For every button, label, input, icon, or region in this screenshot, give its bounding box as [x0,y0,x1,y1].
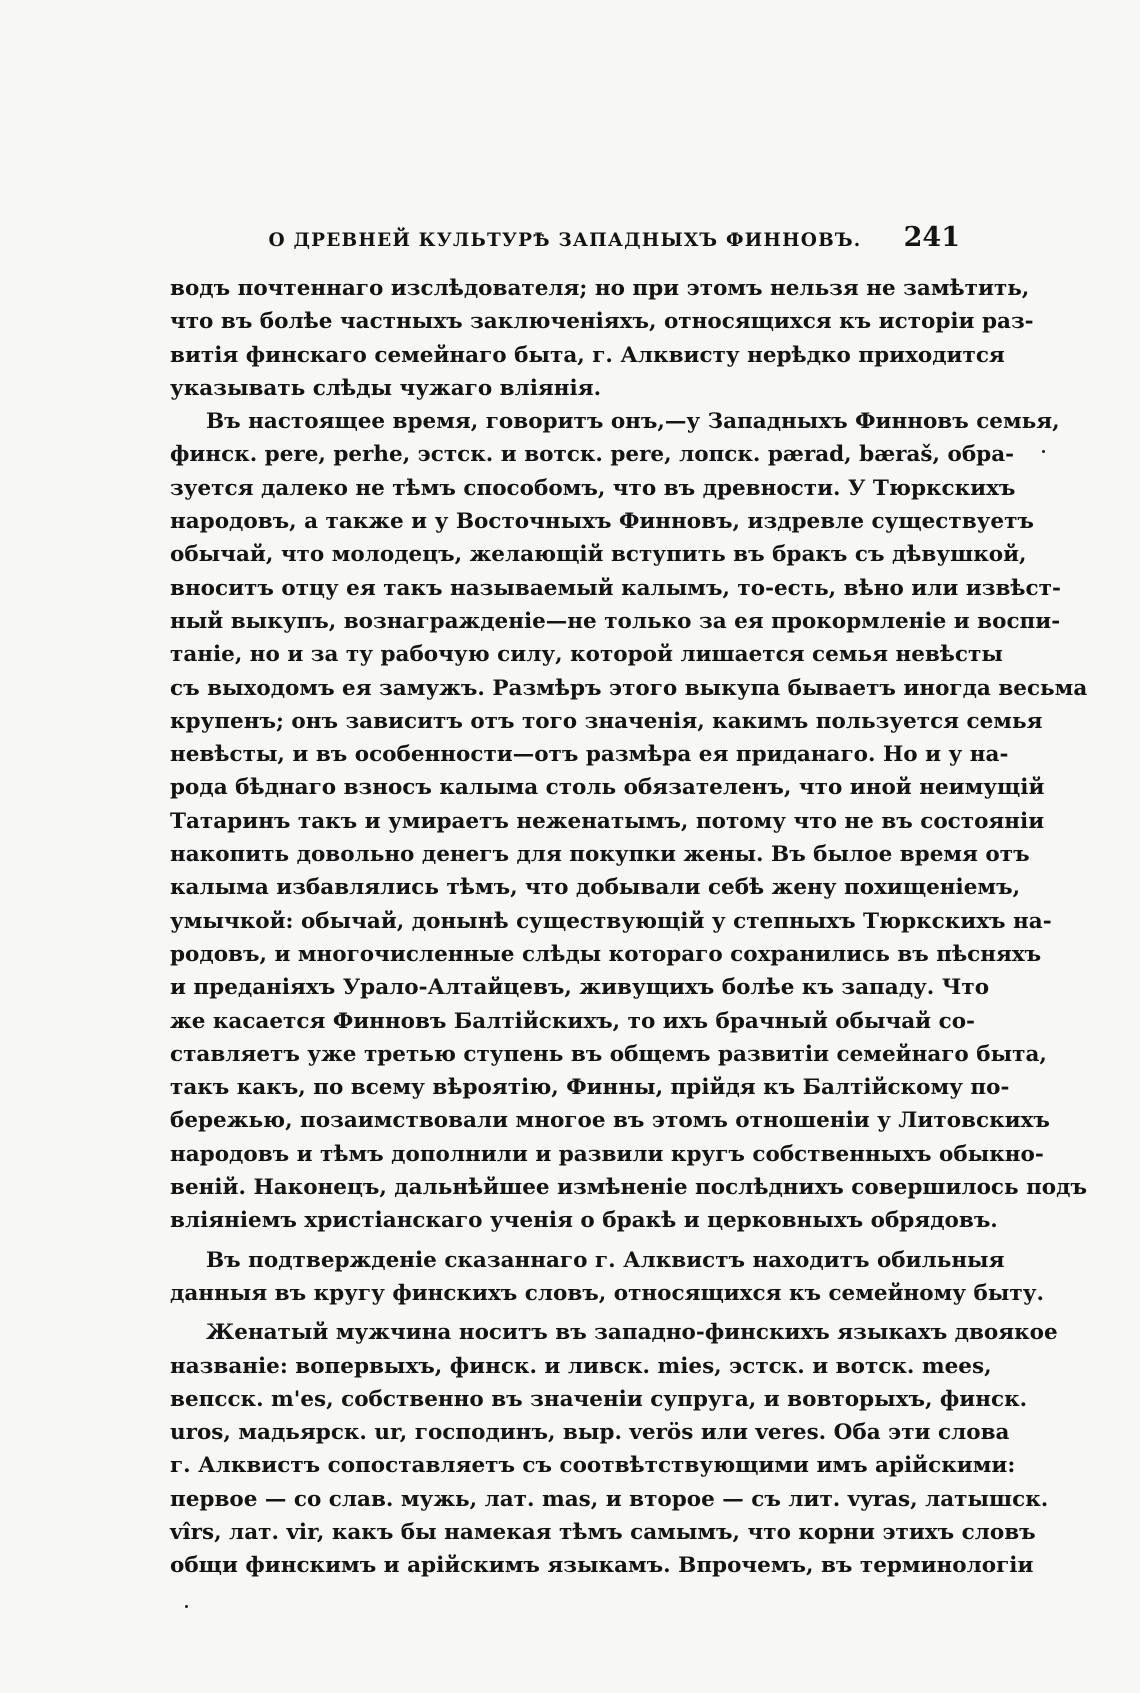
text-line: ный выкупъ, вознагражденіе—не только за ея прокормленіе и воспи- [170,608,1061,634]
text-line: витія финскаго семейнаго быта, г. Алквисту нерѣдко приходится [170,342,1005,368]
paragraph [170,1244,1044,1311]
text-line: данныя въ кругу финскихъ словъ, относящихся къ семейному быту. [170,1280,1044,1306]
text-line: и преданіяхъ Урало-Алтайцевъ, живущихъ болѣе къ западу. Что [170,975,990,1001]
text-line: Женатый мужчина носитъ въ западно-финскихъ языкахъ двоякое [206,1320,1058,1346]
text-line: накопить довольно денегъ для покупки жены. Въ былое время отъ [170,842,1030,868]
text-line: бережью, позаимствовали многое въ этомъ отношеніи у Литовскихъ [170,1108,1050,1134]
scan-speck [185,1605,188,1608]
text-line: родовъ, и многочисленные слѣды котораго сохранились въ пѣсняхъ [170,941,1042,967]
text-line: зуется далеко не тѣмъ способомъ, что въ древности. У Тюркскихъ [170,475,1016,501]
text-line: умычкой: обычай, донынѣ существующій у степныхъ Тюркскихъ на- [170,908,1052,934]
text-line: народовъ, а также и у Восточныхъ Финновъ, издревле существуетъ [170,509,1034,535]
text-line: же касается Финновъ Балтійскихъ, то ихъ брачный обычай со- [170,1008,975,1034]
text-line: общи финскимъ и арійскимъ языкамъ. Впрочемъ, въ терминологіи [170,1553,1034,1579]
text-line: водъ почтеннаго изслѣдователя; но при этомъ нельзя не замѣтить, [170,276,1030,301]
running-head: О ДРЕВНЕЙ КУЛЬТУРѢ ЗАПАДНЫХЪ ФИННОВЪ. [268,230,862,251]
text-line: вноситъ отцу ея такъ называемый калымъ, то-есть, вѣно или извѣст- [170,575,1061,601]
text-line: Въ подтвержденіе сказаннаго г. Алквистъ находитъ обильныя [206,1247,1005,1273]
text-line: г. Алквистъ сопоставляетъ съ соотвѣтствующими имъ арійскими: [170,1453,1016,1479]
text-line: указывать слѣды чужаго вліянія. [170,375,602,401]
text-line: обычай, что молодецъ, желающій вступить въ бракъ съ дѣвушкой, [170,542,1027,568]
text-line: Въ настоящее время, говоритъ онъ,—у Западныхъ Финновъ семья, [206,409,1060,435]
text-line: рода бѣднаго взносъ калыма столь обязателенъ, что иной неимущій [170,775,1045,801]
text-line: такъ какъ, по всему вѣроятію, Финны, прійдя къ Балтійскому по- [170,1075,1010,1101]
text-line: калыма избавлялись тѣмъ, что добывали себѣ жену похищеніемъ, [170,875,1021,901]
paragraph [170,1316,1058,1582]
text-line: названіе: вопервыхъ, финск. и ливск. mies, эстск. и вотск. mees, [170,1353,992,1379]
text-line: ставляетъ уже третью ступень въ общемъ развитіи семейнаго быта, [170,1041,1047,1067]
paragraph [170,272,1034,405]
text-line: что въ болѣе частныхъ заключеніяхъ, относящихся къ исторіи раз- [170,309,1034,335]
text-line: финск. pere, perhe, эстск. и вотск. pere, лопск. pærad, bæraš, обра- [170,442,1015,468]
text-line: vîrs, лат. vir, какъ бы намекая тѣмъ самымъ, что корни этихъ словъ [170,1519,1036,1545]
body-text [170,272,1088,1583]
text-line: таніе, но и за ту рабочую силу, которой лишается семья невѣсты [170,642,1003,668]
text-line: съ выходомъ ея замужъ. Размѣръ этого выкупа бываетъ иногда весьма [170,675,1088,701]
text-line: крупенъ; онъ зависитъ отъ того значенія, какимъ пользуется семья [170,708,1043,734]
page-header [170,222,960,262]
text-line: вліяніемъ христіанскаго ученія о бракѣ и церковныхъ обрядовъ. [170,1208,998,1234]
scan-speck [1042,450,1045,453]
text-line: вепсск. m'es, собственно въ значеніи супруга, и вовторыхъ, финск. [170,1386,1028,1412]
text-line: первое — со слав. мужь, лат. mas, и второе — съ лит. vyras, латышск. [170,1486,1049,1512]
text-line: невѣсты, и въ особенности—отъ размѣра ея приданаго. Но и у на- [170,742,1009,768]
text-line: веній. Наконецъ, дальнѣйшее измѣненіе послѣднихъ совершилось подъ [170,1175,1087,1201]
text-line: Татаринъ такъ и умираетъ неженатымъ, потому что не въ состояніи [170,808,1045,834]
paragraph [170,405,1088,1237]
text-line: uros, мадьярск. ur, господинъ, выр. verös или veres. Оба эти слова [170,1420,1010,1446]
page-number: 241 [903,222,960,253]
text-line: народовъ и тѣмъ дополнили и развили кругъ собственныхъ обыкно- [170,1141,1044,1167]
